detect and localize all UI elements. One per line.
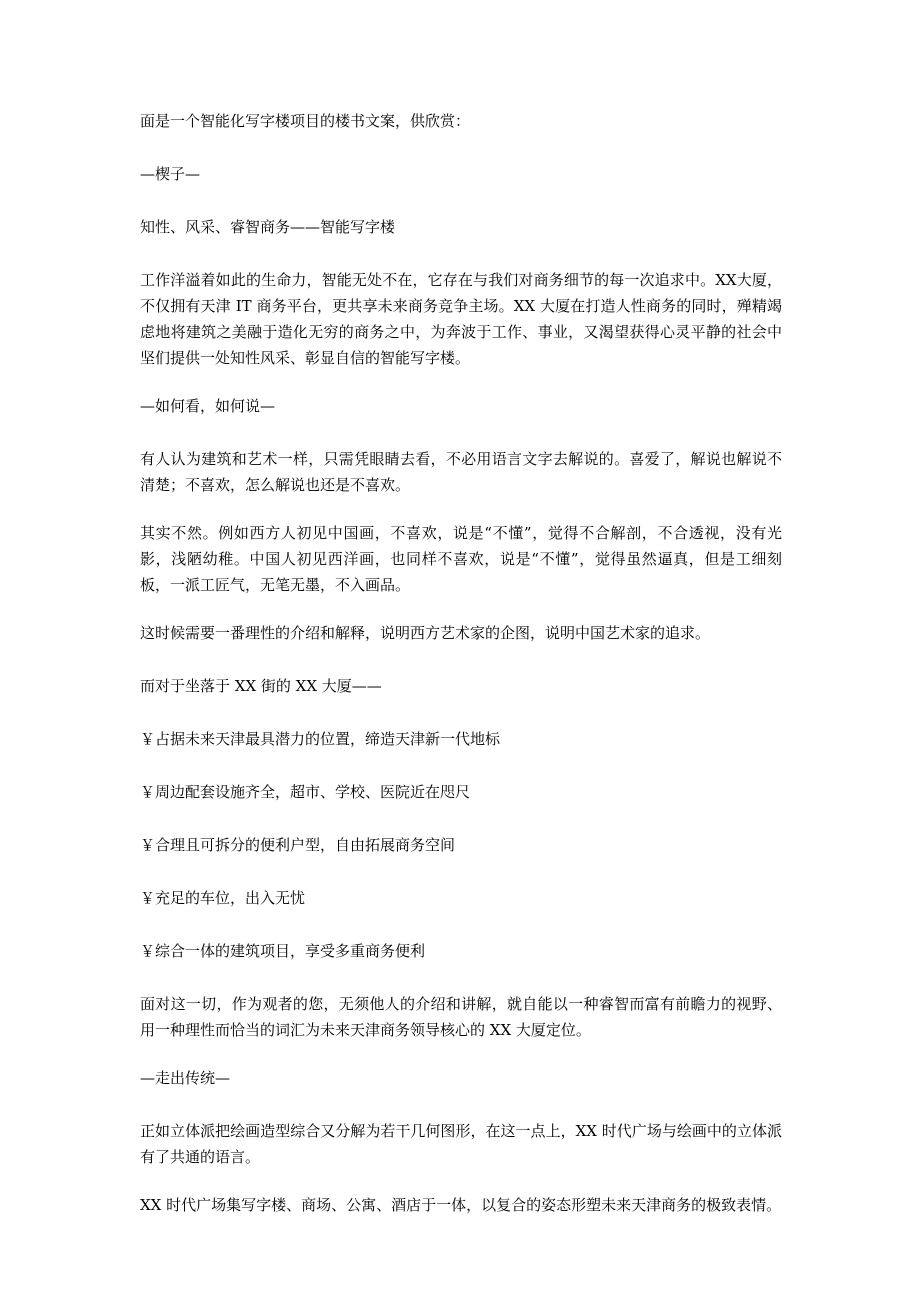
- bullet-item: ￥占据未来天津最具潜力的位置，缔造天津新一代地标: [140, 730, 501, 748]
- body-paragraph: XX 时代广场集写字楼、商场、公寓、酒店于一体，以复合的姿态形塑未来天津商务的极致表情。: [140, 1196, 782, 1214]
- section-heading-how: —如何看，如何说—: [140, 397, 276, 415]
- body-paragraph: 这时候需要一番理性的介绍和解释，说明西方艺术家的企图，说明中国艺术家的追求。: [140, 624, 711, 642]
- body-paragraph: 有人认为建筑和艺术一样，只需凭眼睛去看，不必用语言文字去解说的。喜爱了，解说也解说不清楚；不喜欢，怎么解说也还是不喜欢。: [140, 450, 782, 494]
- body-paragraph: 而对于坐落于 XX 街的 XX 大厦——: [140, 677, 382, 695]
- bullet-item: ￥合理且可拆分的便利户型，自由拓展商务空间: [140, 836, 456, 854]
- bullet-item: ￥充足的车位，出入无忧: [140, 889, 306, 907]
- bullet-item: ￥综合一体的建筑项目，享受多重商务便利: [140, 942, 426, 960]
- body-paragraph: 其实不然。例如西方人初见中国画，不喜欢，说是“不懂”，觉得不合解剖，不合透视，没有光影，浅陋幼稚。中国人初见西洋画，也同样不喜欢，说是“不懂”，觉得虽然逼真，但是工细刻板，一派工匠气，无笔无墨，不入画品。: [140, 524, 782, 594]
- intro-line: 面是一个智能化写字楼项目的楼书文案，供欣赏：: [140, 112, 471, 130]
- section-heading-prologue: —楔子—: [140, 165, 201, 183]
- tagline: 知性、风采、睿智商务——智能写字楼: [140, 218, 396, 236]
- bullet-item: ￥周边配套设施齐全，超市、学校、医院近在咫尺: [140, 783, 471, 801]
- body-paragraph: 工作洋溢着如此的生命力，智能无处不在，它存在与我们对商务细节的每一次追求中。XX大厦，不仅拥有天津 IT 商务平台，更共享未来商务竞争主场。XX 大厦在打造人性商务的同时，殚精竭虑地将建筑之美融于造化无穷的商务之中，为奔波于工作、事业，又渴望获得心灵平静的社会中坚们提供一处知性风采、彰显自信的智能写字楼。: [140, 271, 782, 367]
- document-body: [140, 108, 782, 1240]
- body-paragraph: 正如立体派把绘画造型综合又分解为若干几何图形，在这一点上，XX 时代广场与绘画中的立体派有了共通的语言。: [140, 1122, 782, 1166]
- section-heading-tradition: —走出传统—: [140, 1069, 231, 1087]
- body-paragraph: 面对这一切，作为观者的您，无须他人的介绍和讲解，就自能以一种睿智而富有前瞻力的视野、用一种理性而恰当的词汇为未来天津商务领导核心的 XX 大厦定位。: [140, 995, 782, 1039]
